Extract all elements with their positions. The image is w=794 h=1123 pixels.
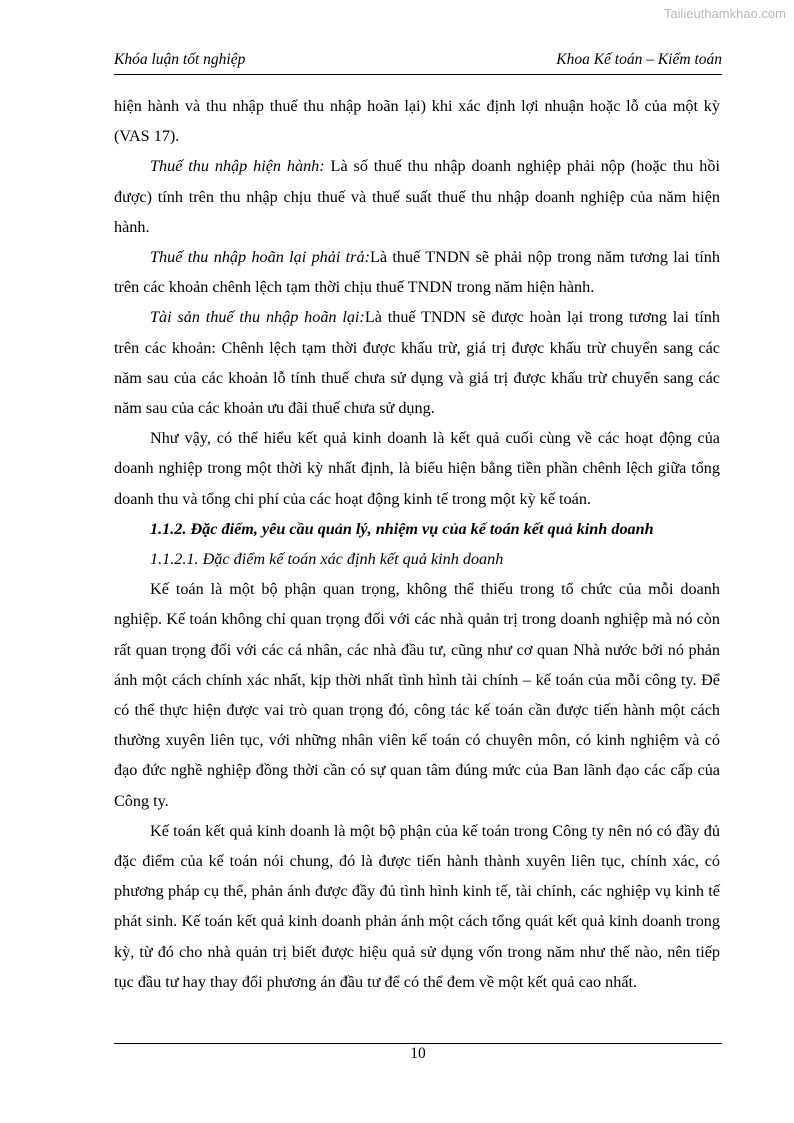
paragraph-current-tax — [114, 151, 720, 242]
paragraph-deferred-tax-payable — [114, 242, 720, 302]
paragraph-result-accounting: Kế toán kết quả kinh doanh là một bộ phận của kế toán trong Công ty nên nó có đầy đủ đặc điểm của kế toán nói chung, đó là được tiến hành thành xuyên liên tục, chính xác, có phương pháp cụ thể, phản ánh được đầy đủ tình hình kinh tế, tài chính, các nghiệp vụ kinh tế phát sinh. Kế toán kết quả kinh doanh phản ánh một cách tổng quát kết quả kinh doanh trong kỳ, từ đó cho nhà quản trị biết được hiệu quả sử dụng vốn trong năm như thế nào, nên tiếp tục đầu tư hay thay đổi phương án đầu tư để có thể đem về một kết quả cao nhất. — [114, 821, 720, 991]
section-heading-1-1-2: 1.1.2. Đặc điểm, yêu cầu quản lý, nhiệm vụ của kế toán kết quả kinh doanh — [150, 519, 654, 538]
term-deferred-tax-asset: Tài sản thuế thu nhập hoãn lại: — [150, 308, 365, 327]
paragraph-deferred-tax-asset — [114, 302, 720, 423]
paragraph-continuation: hiện hành và thu nhập thuế thu nhập hoãn lại) khi xác định lợi nhuận hoặc lỗ của một kỳ (VAS 17). — [114, 97, 720, 146]
definition-deferred-tax-asset: Là thuế TNDN sẽ được hoàn lại trong tương lai tính trên các khoản: Chênh lệch tạm thời được khấu trừ, giá trị được khấu trừ chuyển sang các năm sau của các khoản lỗ tính thuế chưa sử dụng và giá trị được khấu trừ chuyển sang các năm sau của các khoản ưu đãi thuế chưa sử dụng. — [114, 308, 720, 418]
term-current-tax: Thuế thu nhập hiện hành: — [150, 157, 325, 176]
term-deferred-tax-payable: Thuế thu nhập hoãn lại phải trả: — [150, 248, 370, 267]
header-right-title: Khoa Kế toán – Kiểm toán — [556, 51, 722, 68]
subsection-heading-1-1-2-1: 1.1.2.1. Đặc điểm kế toán xác định kết quả kinh doanh — [150, 550, 504, 569]
definition-deferred-tax-payable: Là thuế TNDN sẽ phải nộp trong năm tương lai tính trên các khoản chênh lệch tạm thời chịu thuế TNDN trong năm hiện hành. — [114, 248, 720, 297]
paragraph-accounting-role: Kế toán là một bộ phận quan trọng, không thể thiếu trong tổ chức của mỗi doanh nghiệp. Kế toán không chỉ quan trọng đối với các nhà quản trị trong doanh nghiệp mà nó còn rất quan trọng đối với các cá nhân, các nhà đầu tư, cũng như cơ quan Nhà nước bởi nó phản ánh một cách chính xác nhất, kịp thời nhất tình hình tài chính – kế toán của mỗi công ty. Để có thể thực hiện được vai trò quan trọng đó, công tác kế toán cần được tiến hành một cách thường xuyên liên tục, với những nhân viên kế toán có chuyên môn, có kinh nghiệm và có đạo đức nghề nghiệp đồng thời cần có sự quan tâm đúng mức của Ban lãnh đạo các cấp của Công ty. — [114, 580, 720, 810]
header-divider — [114, 74, 722, 75]
page-header — [114, 50, 722, 70]
document-body — [114, 91, 720, 997]
paragraph-business-result-summary: Như vậy, có thể hiểu kết quả kinh doanh là kết quả cuối cùng về các hoạt động của doanh nghiệp trong một thời kỳ nhất định, là biểu hiện bằng tiền phần chênh lệch giữa tổng doanh thu và tổng chi phí của các hoạt động kinh tế trong một kỳ kế toán. — [114, 429, 720, 508]
watermark: Tailieuthamkhao.com — [663, 6, 786, 21]
page-number: 10 — [410, 1045, 426, 1062]
definition-current-tax: Là số thuế thu nhập doanh nghiệp phải nộp (hoặc thu hồi được) tính trên thu nhập chịu thuế và thuế suất thuế thu nhập doanh nghiệp của năm hiện hành. — [114, 157, 720, 236]
header-left-title: Khóa luận tốt nghiệp — [114, 51, 246, 68]
